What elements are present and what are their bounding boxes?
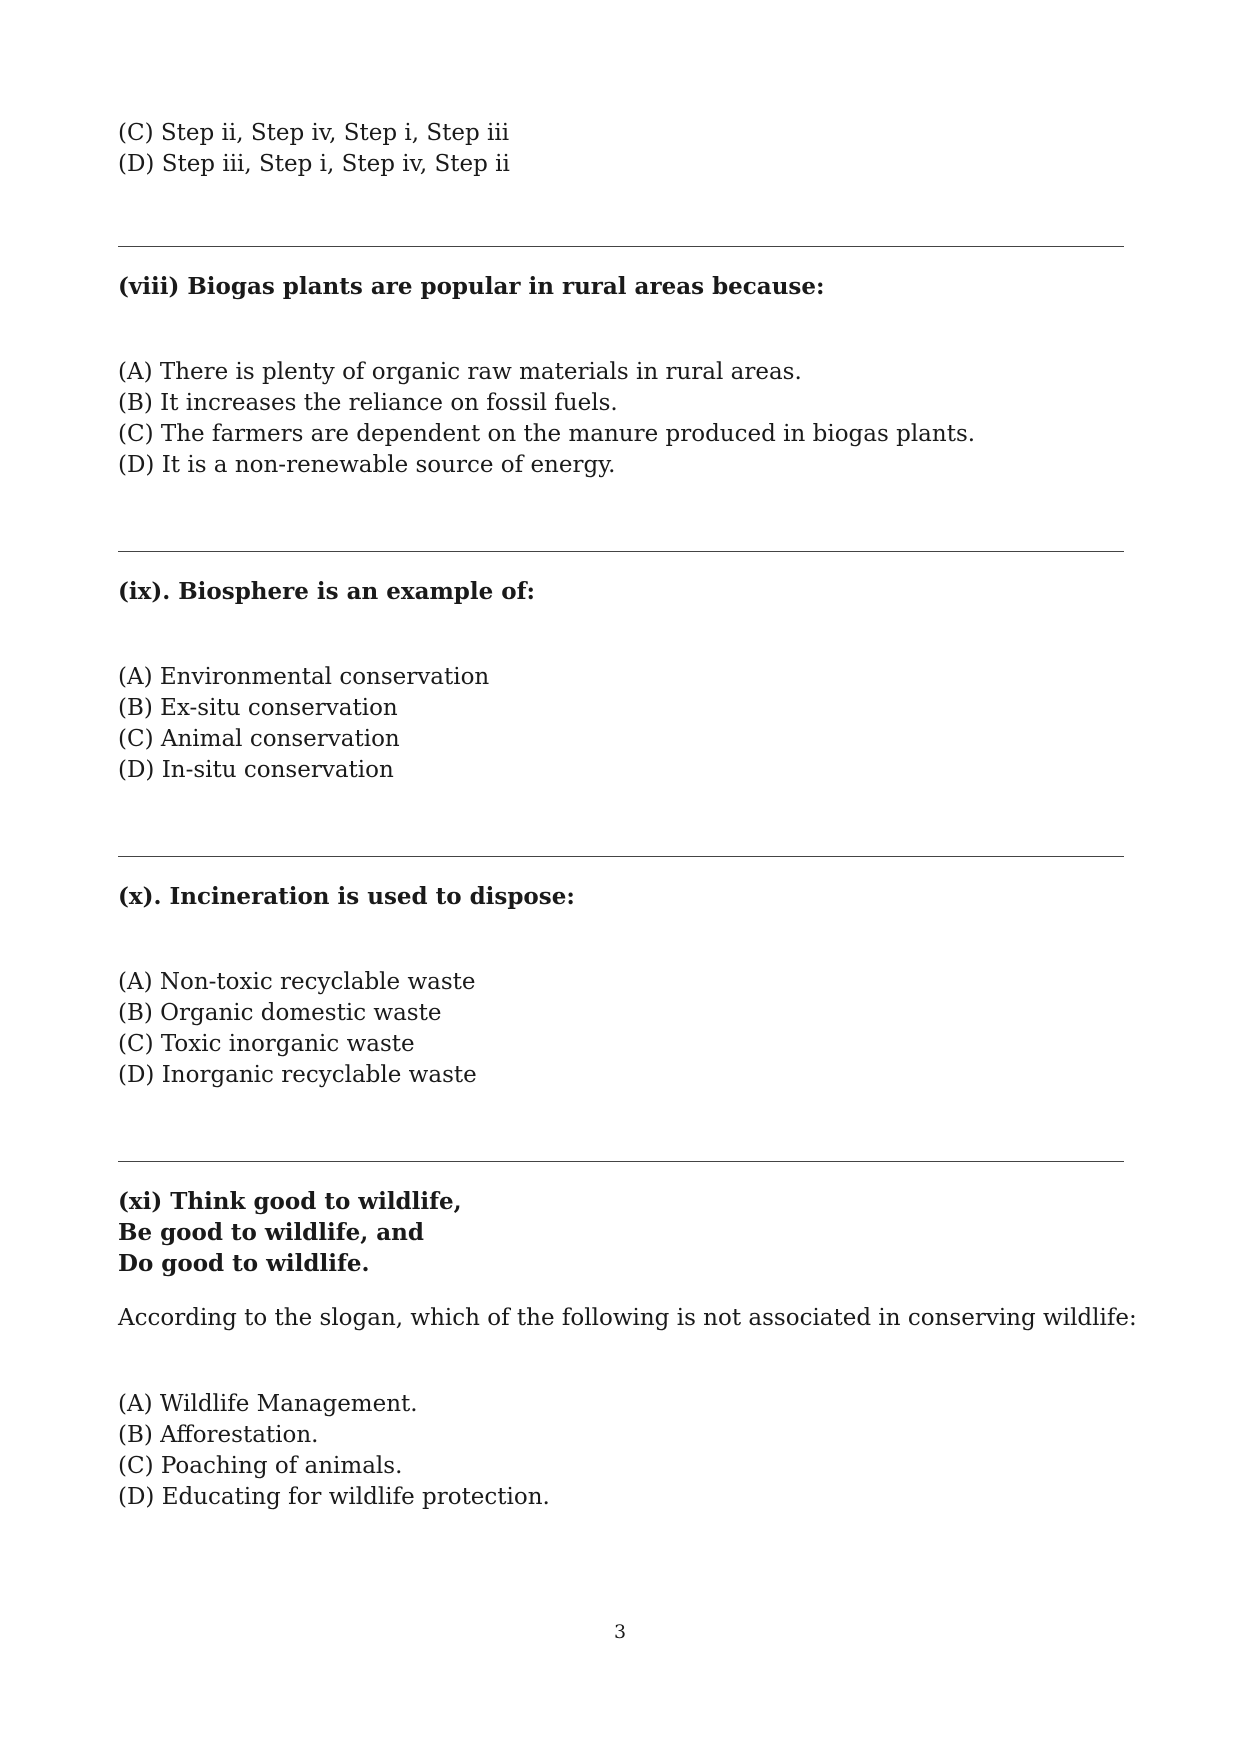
option-d: (D) It is a non-renewable source of energy. [118,452,616,478]
question-x [118,881,1124,1091]
slogan-line-3: Do good to wildlife. [118,1250,370,1277]
option-c: (C) Step ii, Step iv, Step i, Step iii [118,120,510,146]
question-stem: According to the slogan, which of the following is not associated in conserving wildlife: [118,1305,1137,1331]
options-list [118,1389,1124,1513]
option-c: (C) Poaching of animals. [118,1453,403,1479]
question-ix [118,576,1124,786]
slogan-line-1: (xi) Think good to wildlife, [118,1188,462,1215]
question-xi [118,1186,1137,1513]
option-d: (D) In-situ conservation [118,757,394,783]
option-b: (B) It increases the reliance on fossil fuels. [118,390,618,416]
question-title: (ix). Biosphere is an example of: [118,578,535,605]
option-b: (B) Organic domestic waste [118,1000,442,1026]
option-b: (B) Ex-situ conservation [118,695,398,721]
option-d: (D) Step iii, Step i, Step iv, Step ii [118,151,510,177]
option-a: (A) There is plenty of organic raw materials in rural areas. [118,359,802,385]
option-d: (D) Educating for wildlife protection. [118,1484,550,1510]
option-c: (C) Animal conservation [118,726,400,752]
slogan [118,1186,1124,1279]
options-list [118,357,1124,481]
option-b: (B) Afforestation. [118,1422,319,1448]
options-list [118,967,1124,1091]
option-d: (D) Inorganic recyclable waste [118,1062,477,1088]
options-list [118,662,1124,786]
page-content [118,118,1137,1513]
option-a: (A) Environmental conservation [118,664,490,690]
option-c: (C) The farmers are dependent on the manure produced in biogas plants. [118,421,976,447]
option-a: (A) Non-toxic recyclable waste [118,969,476,995]
option-a: (A) Wildlife Management. [118,1391,418,1417]
page-number: 3 [613,1621,627,1643]
carryover-options [118,118,1124,180]
option-c: (C) Toxic inorganic waste [118,1031,415,1057]
question-title: (viii) Biogas plants are popular in rural areas because: [118,273,825,300]
question-viii [118,271,1124,481]
question-title: (x). Incineration is used to dispose: [118,883,575,910]
slogan-line-2: Be good to wildlife, and [118,1219,424,1246]
